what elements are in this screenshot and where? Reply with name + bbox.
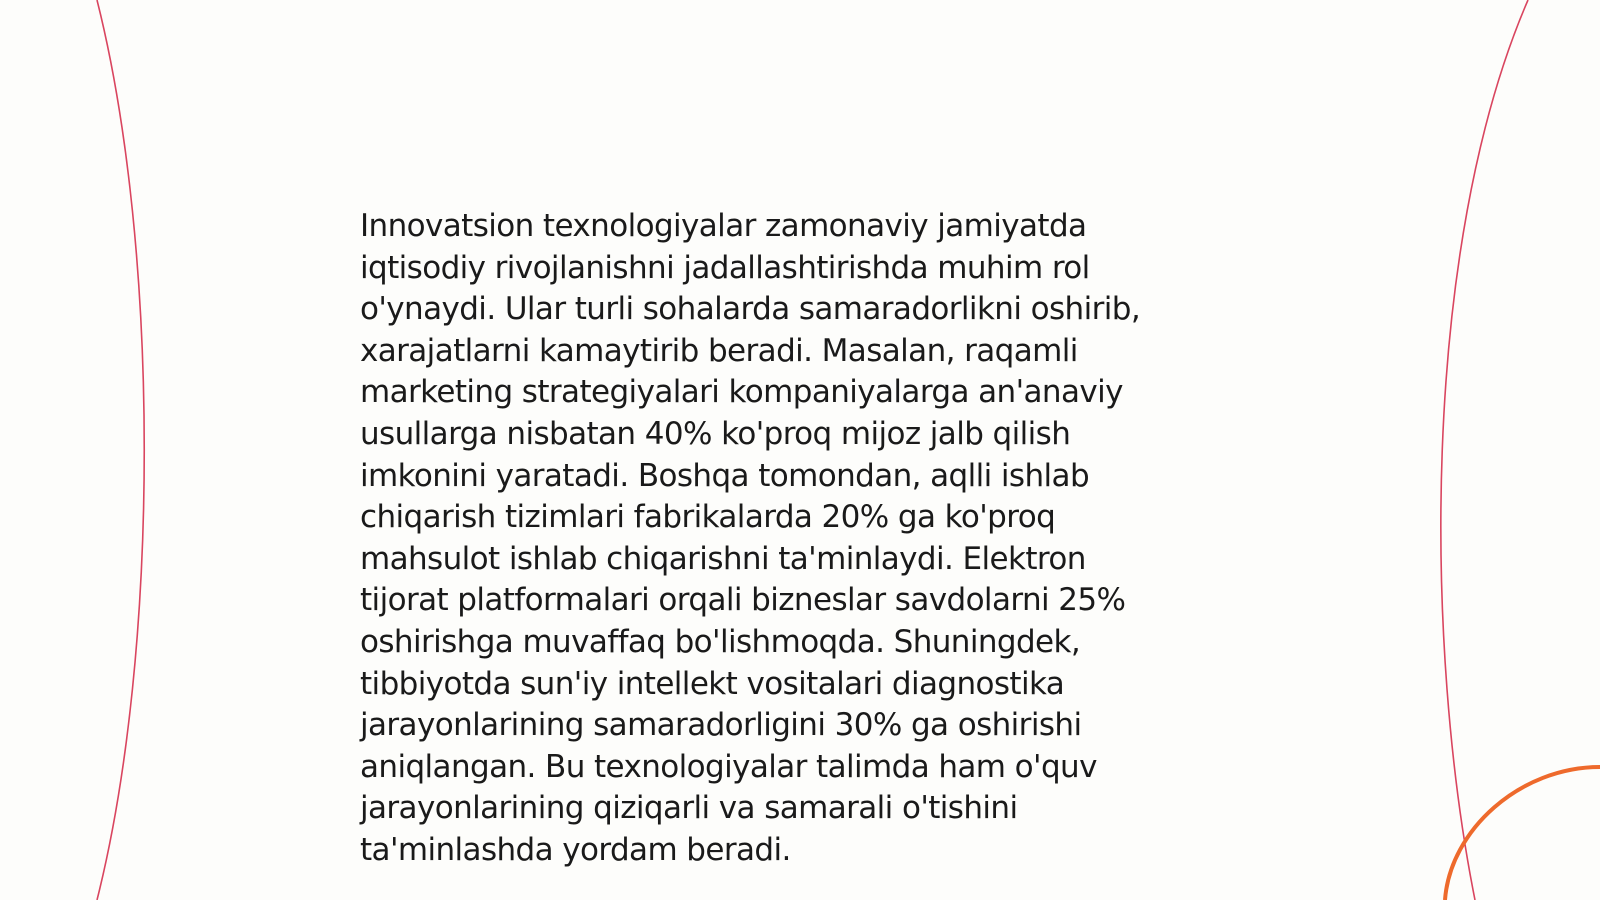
right-curve-line [1441,0,1528,900]
left-curve-line [97,0,144,900]
bottom-right-orange-arc [1445,767,1600,900]
body-paragraph: Innovatsion texnologiyalar zamonaviy jamiyatda iqtisodiy rivojlanishni jadallashtirishda muhim rol o'ynaydi. Ular turli sohalarda samaradorlikni oshirib, xarajatlarni kamaytirib beradi. Masalan, raqamli marketing strategiyalari kompaniyalarga an'anaviy usullarga nisbatan 40% ko'proq mijoz jalb qilish imkonini yaratadi. Boshqa tomondan, aqlli ishlab chiqarish tizimlari fabrikalarda 20% ga ko'proq mahsulot ishlab chiqarishni ta'minlaydi. Elektron tijorat platformalari orqali bizneslar savdolarni 25% oshirishga muvaffaq bo'lishmoqda. Shuningdek, tibbiyotda sun'iy intellekt vositalari diagnostika jarayonlarining samaradorligini 30% ga oshirishi aniqlangan. Bu texnologiyalar talimda ham o'quv jarayonlarining qiziqarli va samarali o'tishini ta'minlashda yordam beradi. [360,208,1141,868]
